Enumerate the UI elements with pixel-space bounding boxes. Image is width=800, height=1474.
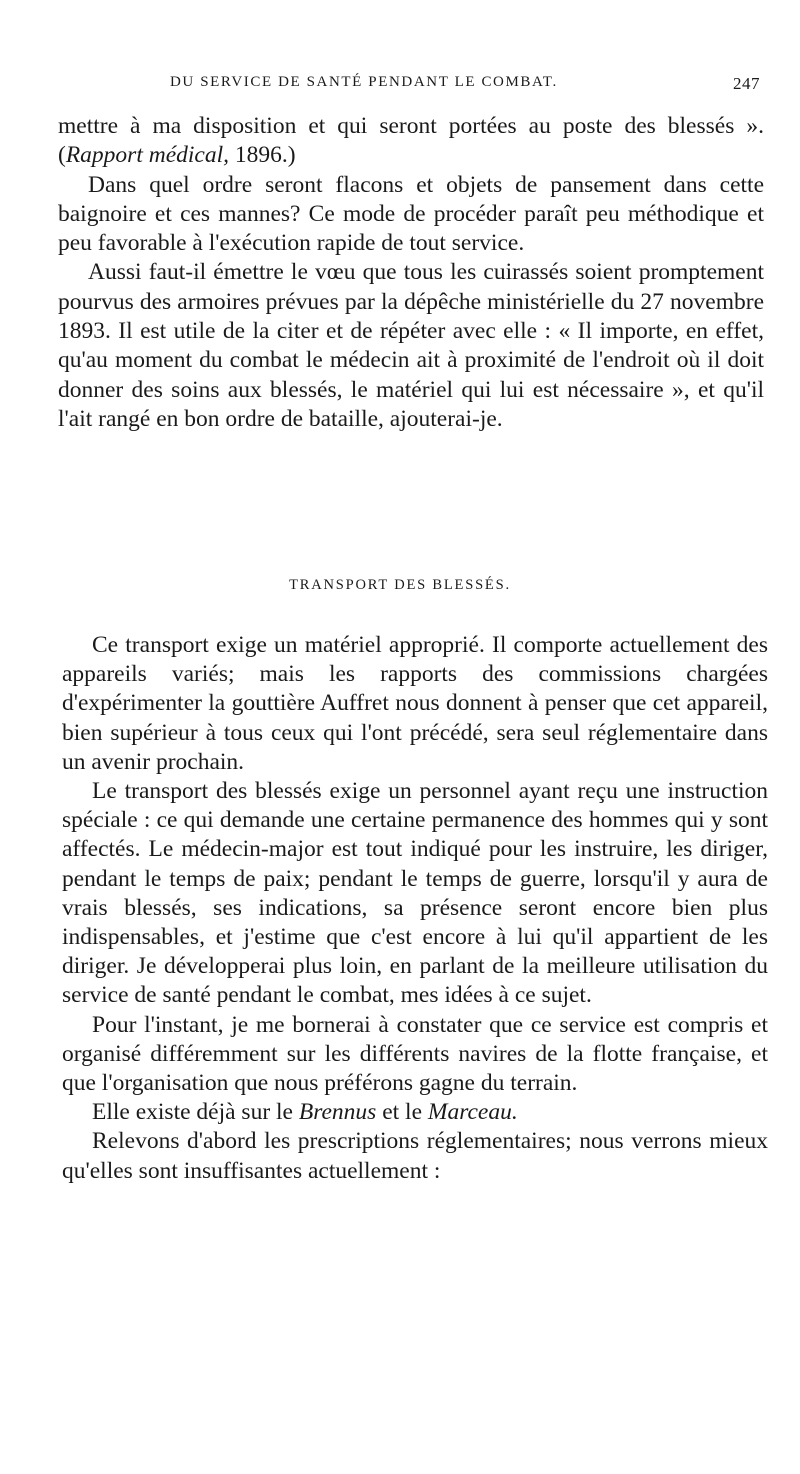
ship-name: Brennus [298,1099,377,1126]
paragraph: Relevons d'abord les prescriptions réglementaires; nous verrons mieux qu'elles sont insuffisantes actuellement : [62,1128,768,1184]
paragraph [62,1098,768,1127]
paragraph: Le transport des blessés exige un personnel ayant reçu une instruction spéciale : ce qui demande une certaine permanence des hommes qui y sont affectés. Le médecin-major est tout indiqué pour les instruire, les diriger, pendant le temps de paix; pendant le temps de guerre, lorsqu'il y aura de vrais blessés, ses indications, sa présence seront encore bien plus indispensables, et j'estime que c'est encore à lui qu'il appartient de les diriger. Je développerai plus loin, en parlant de la meilleure utilisation du service de santé pendant le combat, mes idées à ce sujet. [62,778,768,1009]
paragraph: Pour l'instant, je me bornerai à constater que ce service est compris et organisé différemment sur les différents navires de la flotte française, et que l'organisation que nous préférons gagne du terrain. [62,1011,768,1097]
paragraph: Aussi faut-il émettre le vœu que tous les cuirassés soient promptement pourvus des armoires prévues par la dépêche ministérielle du 27 novembre 1893. Il est utile de la citer et de répéter avec elle : « Il importe, en effet, qu'au moment du combat le médecin ait à proximité de l'endroit où il doit donner des soins aux blessés, le matériel qui lui est nécessaire », et qu'il l'ait rangé en bon ordre de bataille, ajouterai-je. [58,259,764,432]
italic-citation: Rapport médical, [65,142,229,169]
paragraph-text: mettre à ma disposition et qui seront portées au poste des blessés ». ( [58,113,764,169]
section-heading: TRANSPORT DES BLESSÉS. [289,577,511,593]
paragraph-continuation [58,112,764,171]
paragraph: Ce transport exige un matériel approprié. Il comporte actuellement des appareils variés; mais les rapports des commissions chargées d'expérimenter la gouttière Auffret nous donnent à penser que cet appareil, bien supérieur à tous ceux qui l'ont précédé, sera seul réglementaire dans un avenir prochain. [62,632,768,775]
text-block-transport [62,631,768,1186]
paragraph-text: 1896.) [229,142,296,169]
page-number: 247 [733,74,760,93]
paragraph-text: Elle existe déjà sur le [92,1099,299,1126]
ship-name: Marceau. [427,1099,518,1126]
running-title: DU SERVICE DE SANTÉ PENDANT LE COMBAT. [170,74,558,90]
page-header [170,74,760,102]
paragraph-text: et le [376,1099,428,1126]
paragraph: Dans quel ordre seront flacons et objets de pansement dans cette baignoire et ces mannes? Ce mode de procéder paraît peu méthodique et peu favorable à l'exécution rapide de tout service. [58,171,764,257]
text-block-intro [58,112,764,434]
